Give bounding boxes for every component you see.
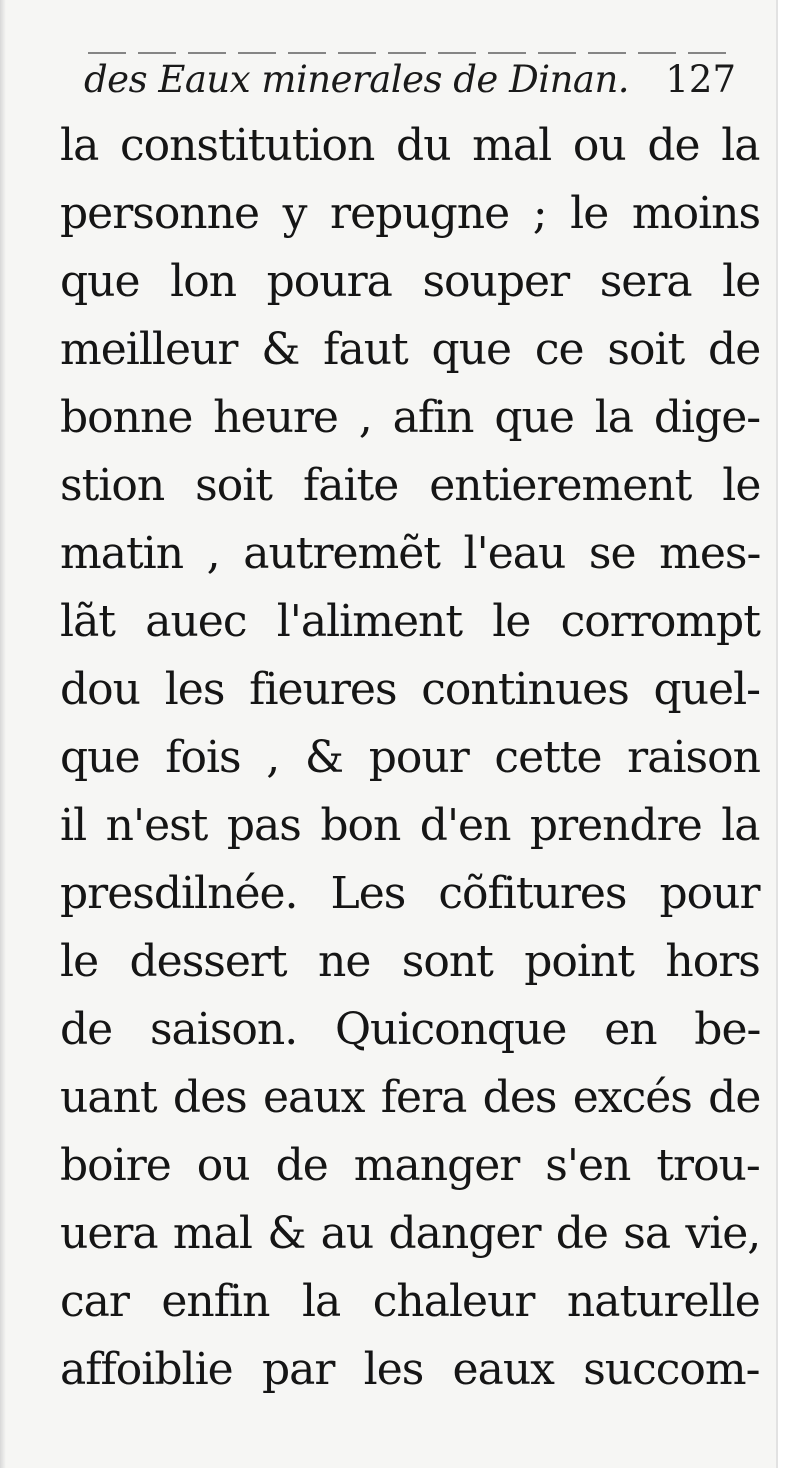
running-title: des Eaux minerales de Dinan. (84, 58, 630, 101)
text-line: meilleur & faut que ce soit de (60, 324, 761, 375)
text-line: uant des eaux fera des excés de (60, 1072, 761, 1123)
text-line: car enfin la chaleur naturelle (60, 1276, 760, 1327)
page-left-edge (0, 0, 6, 1468)
page-number: 127 (665, 58, 736, 101)
text-line: matin , autremẽt l'eau se mes- (60, 528, 761, 579)
text-line: il n'est pas bon d'en prendre la (60, 800, 760, 851)
text-line: que lon poura souper sera le (60, 256, 761, 307)
text-line: que fois , & pour cette raison (60, 732, 760, 783)
text-line: affoiblie par les eaux succom- (60, 1344, 760, 1395)
body-text (60, 112, 760, 1404)
text-line: la constitution du mal ou de la (60, 120, 760, 171)
running-head (84, 52, 744, 112)
text-line: presdilnée. Les cõfitures pour (60, 868, 760, 919)
text-line: le dessert ne sont point hors (60, 936, 760, 987)
text-line: bonne heure , afin que la dige- (60, 392, 761, 443)
text-line: de saison. Quiconque en be- (60, 1004, 761, 1055)
text-line: boire ou de manger s'en trou- (60, 1140, 760, 1191)
text-line: uera mal & au danger de sa vie, (60, 1208, 761, 1259)
text-line: dou les fieures continues quel- (60, 664, 761, 715)
page-right-edge (776, 0, 800, 1468)
text-line: personne y repugne ; le moins (60, 188, 761, 239)
text-line: lãt auec l'aliment le corrompt (60, 596, 760, 647)
text-line: stion soit faite entierement le (60, 460, 761, 511)
